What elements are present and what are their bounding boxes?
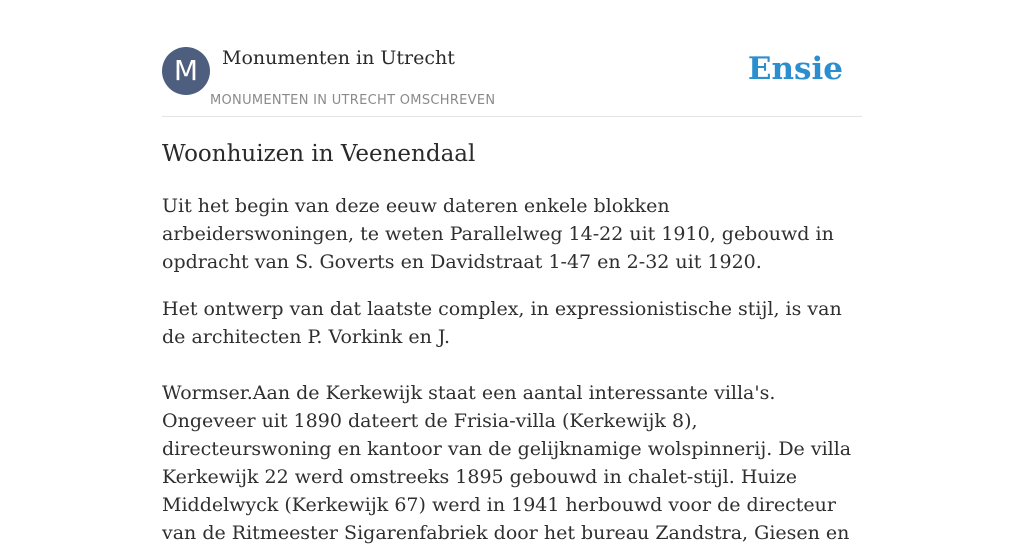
paragraph: Wormser.Aan de Kerkewijk staat een aantal interessante villa's. Ongeveer uit 1890 dateert de Frisia-villa (Kerkewijk 8), directeurswoning en kantoor van de gelijknamige wolspinnerij. De villa Kerkewijk 22 werd omstreeks 1895 gebouwd in chalet-stijl. Huize Middelwyck (Kerkewijk 67) werd in 1941 herbouwd voor de directeur van de Ritmeester Sigarenfabriek door het bureau Zandstra, Giesen en <box>162 382 852 544</box>
ensie-logo[interactable]: Ensie <box>747 51 843 87</box>
article-header <box>162 46 862 117</box>
article-body <box>162 138 864 547</box>
source-name-link[interactable]: Monumenten in Utrecht <box>222 47 455 69</box>
paragraph: Het ontwerp van dat laatste complex, in expressionistische stijl, is van de architecten P. Vorkink en J. <box>162 298 842 348</box>
avatar[interactable]: M <box>162 47 210 95</box>
source-subtitle: MONUMENTEN IN UTRECHT OMSCHREVEN <box>210 93 496 108</box>
paragraph: Uit het begin van deze eeuw dateren enkele blokken arbeiderswoningen, te weten Parallelweg 14-22 uit 1910, gebouwd in opdracht van S. Goverts en Davidstraat 1-47 en 2-32 uit 1920. <box>162 195 834 273</box>
article-title: Woonhuizen in Veenendaal <box>162 141 476 167</box>
